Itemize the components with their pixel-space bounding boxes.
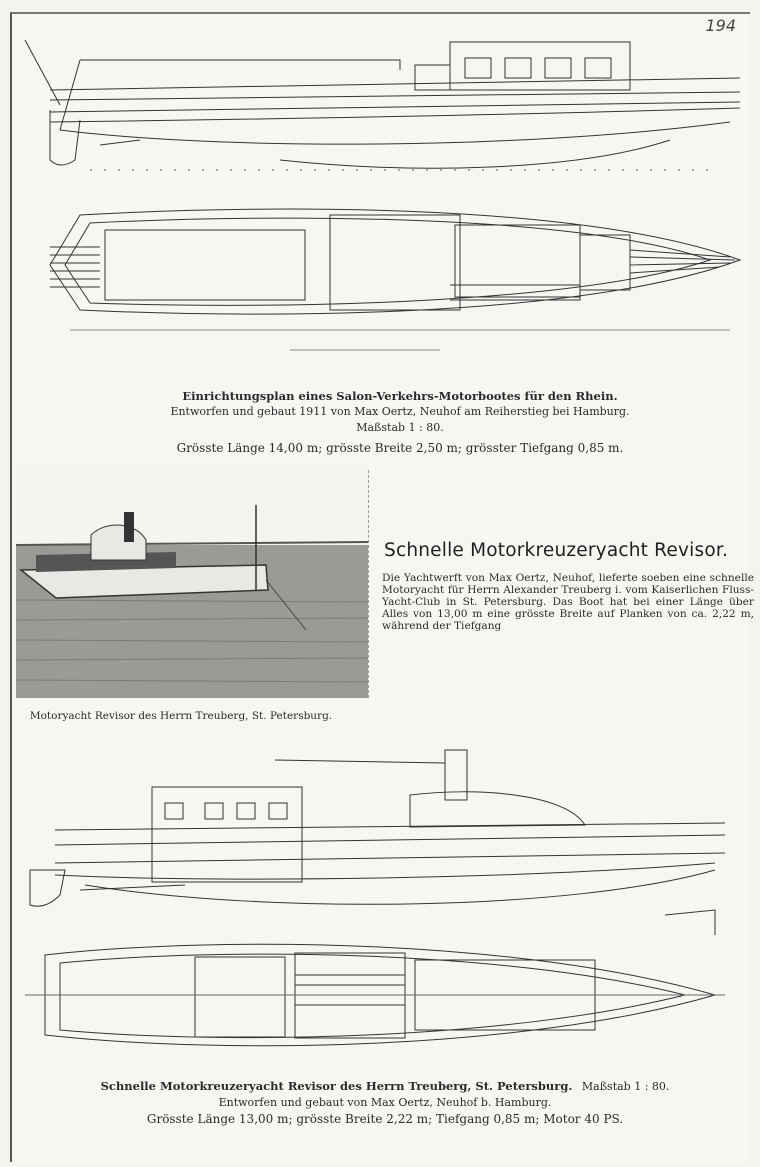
bottom-caption-dimensions: Grösste Länge 13,00 m; grösste Breite 2,22 m; Tiefgang 0,85 m; Motor 40 PS. [146, 1112, 624, 1126]
bottom-caption-title: Schnelle Motorkreuzeryacht Revisor des Herrn Treuberg, St. Petersburg. [100, 1079, 573, 1093]
revisor-plan-view [25, 935, 735, 1060]
top-caption-scale: Maßstab 1 : 80. [356, 421, 444, 434]
article-body: Die Yachtwerft von Max Oertz, Neuhof, lieferte soeben eine schnelle Motoryacht für Herrn Alexander Treuberg i. vom Kaiserlichen Fluss-Yacht-Club in St. Petersburg. Das Boot hat bei einer Länge über Alles von 13,00 m eine grösste Breite auf Planken von ca. 2,22 m, während der Tiefgang [382, 572, 754, 632]
article-heading: Schnelle Motorkreuzeryacht Revisor. [384, 540, 729, 561]
bottom-drawing-caption [60, 1078, 710, 1127]
salon-boat-plan-view [40, 195, 745, 365]
yacht-photo [16, 470, 369, 698]
top-caption-title: Einrichtungsplan eines Salon-Verkehrs-Motorbootes für den Rhein. [182, 389, 618, 403]
revisor-side-elevation [25, 745, 745, 935]
salon-boat-side-elevation [20, 20, 750, 190]
top-drawing-caption [100, 388, 700, 456]
bottom-caption-scale: Maßstab 1 : 80. [581, 1080, 670, 1093]
photo-caption: Motoryacht Revisor des Herrn Treuberg, St. Petersburg. [29, 710, 333, 722]
top-caption-builder: Entworfen und gebaut 1911 von Max Oertz, Neuhof am Reiherstieg bei Hamburg. [170, 405, 630, 418]
top-caption-dimensions: Grösste Länge 14,00 m; grösste Breite 2,50 m; grösster Tiefgang 0,85 m. [176, 441, 624, 455]
bottom-caption-builder: Entworfen und gebaut von Max Oertz, Neuhof b. Hamburg. [218, 1096, 552, 1109]
page-number: 194 [705, 16, 736, 35]
